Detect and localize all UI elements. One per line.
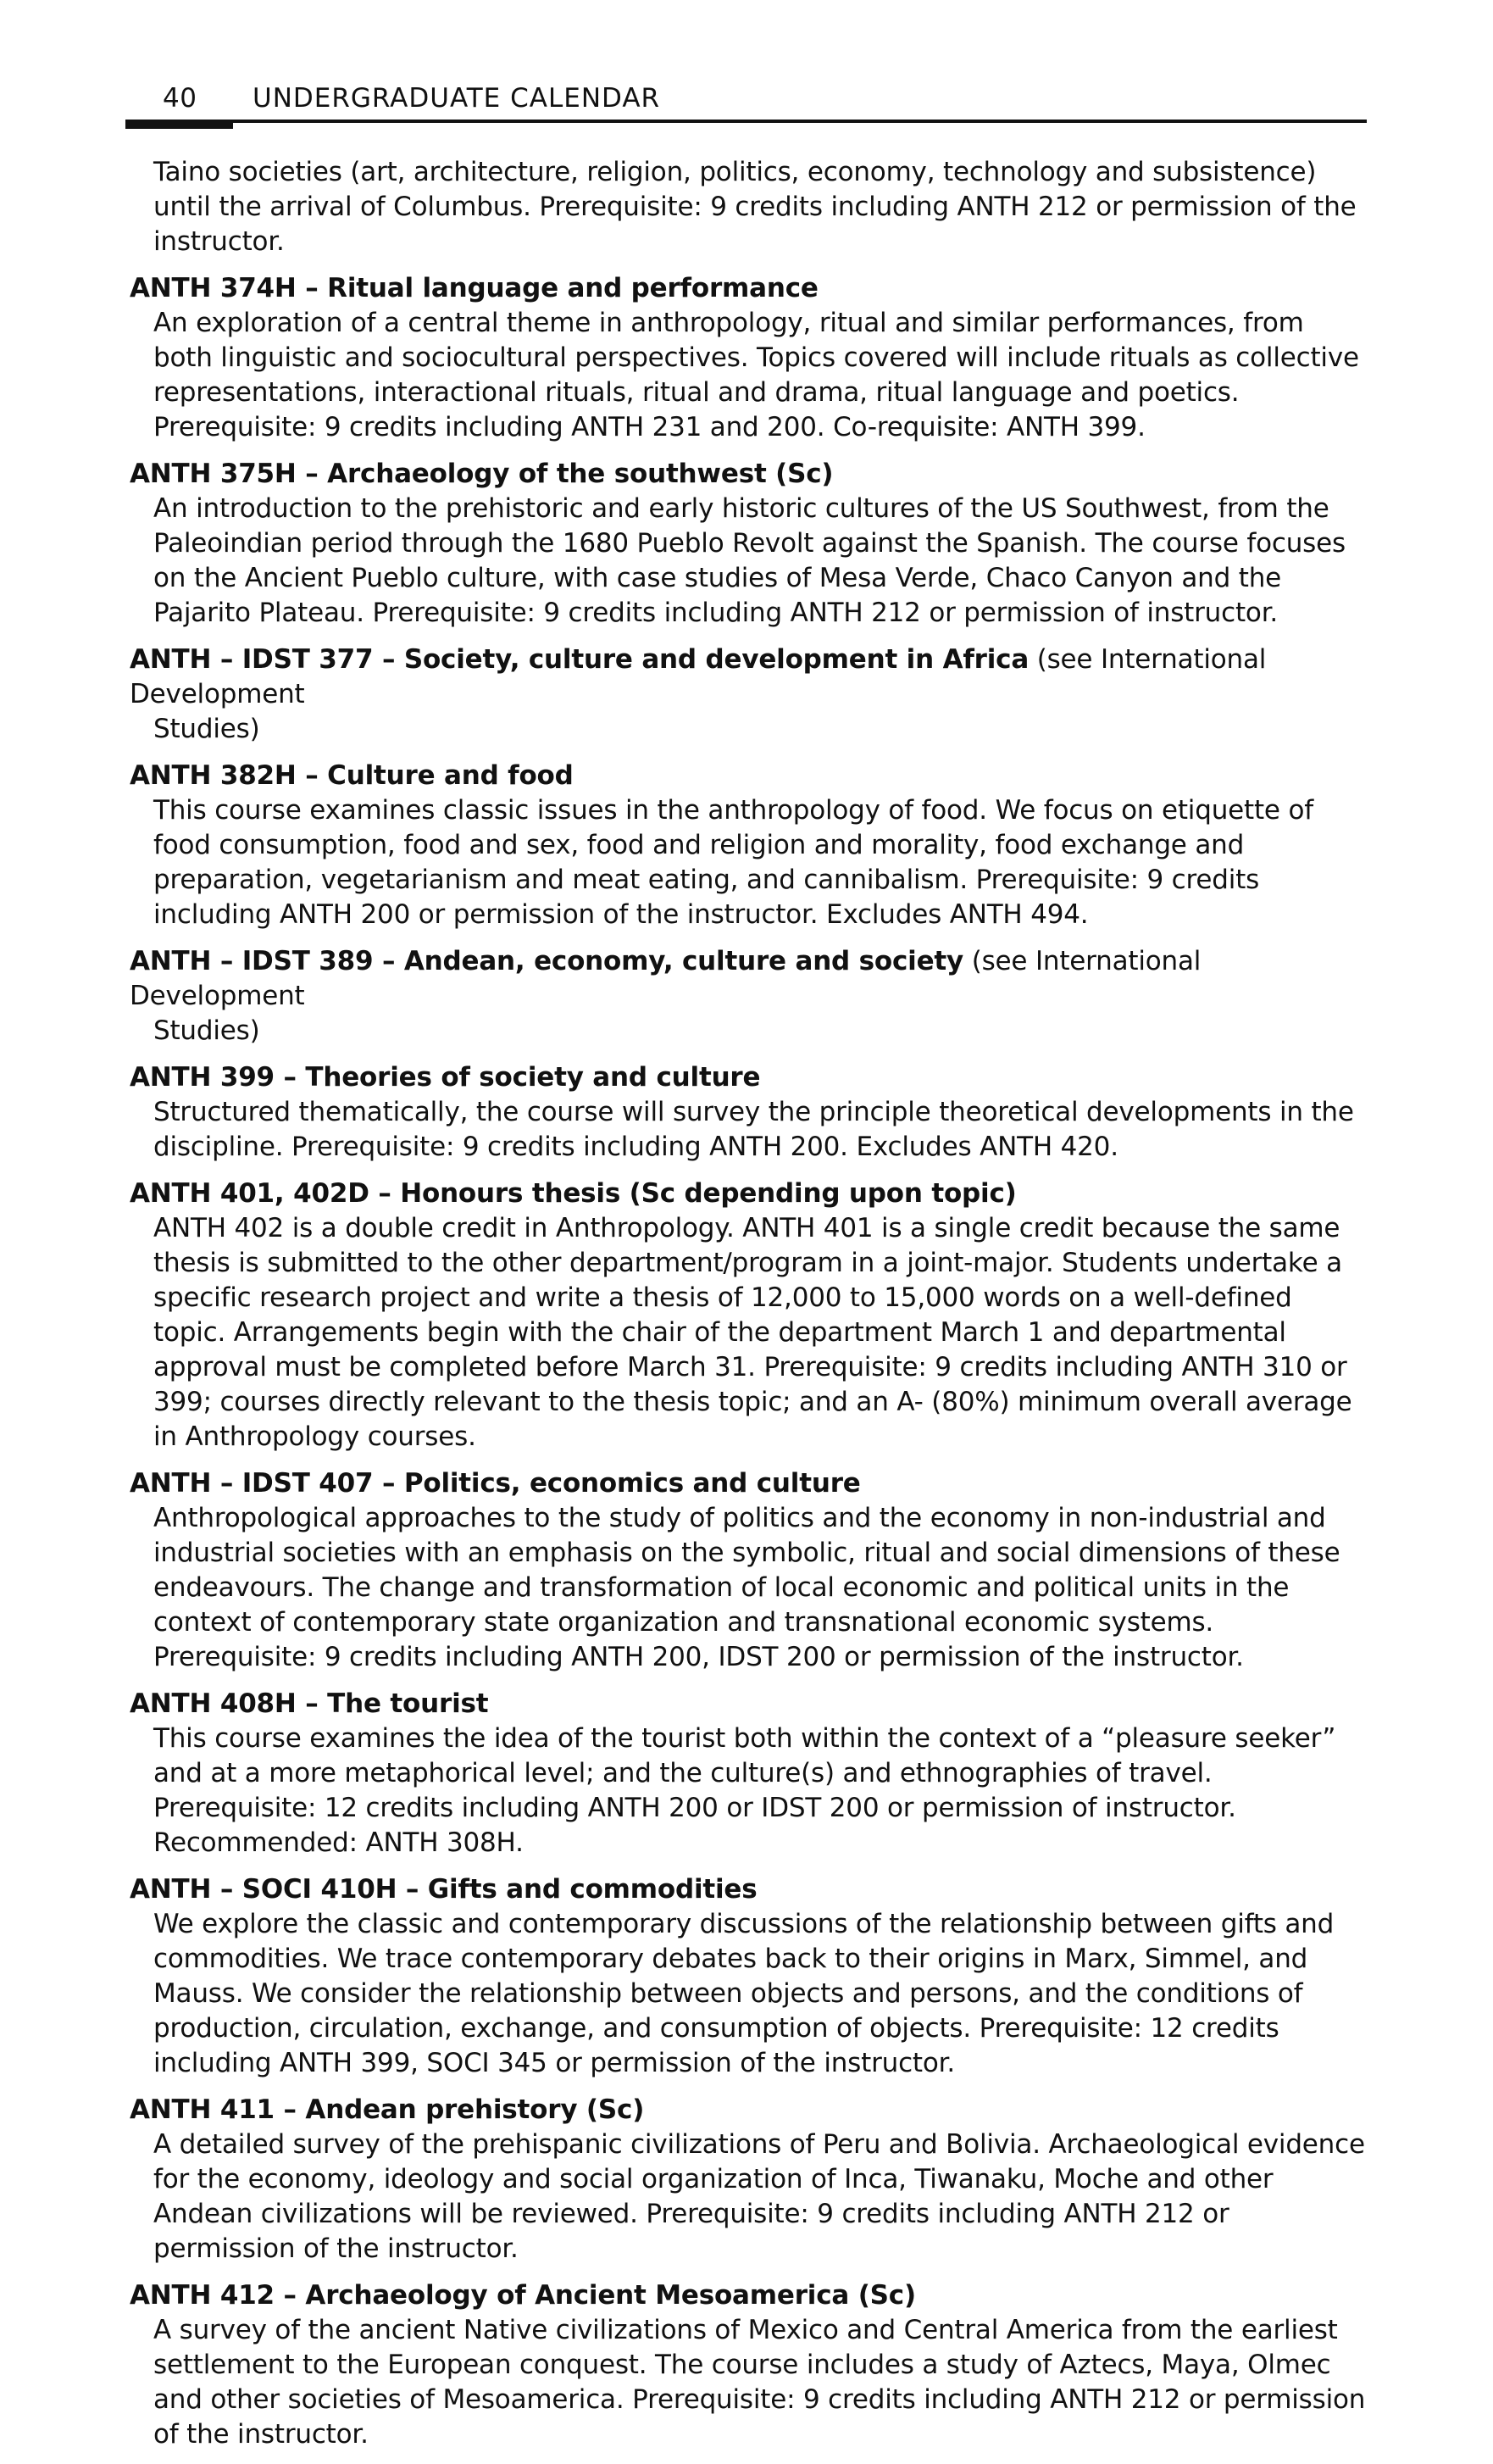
cross-reference-note-continued: Studies)	[153, 1015, 260, 1046]
course-title-line	[130, 944, 1367, 1014]
course-description: An introduction to the prehistoric and early historic cultures of the US Southwest, from the Paleoindian period through the 1680 Pueblo Revolt against the Spanish. The course focuses on the Ancient Pueblo culture, with case studies of Mesa Verde, Chaco Canyon and the Pajarito Plateau. Prerequisite: 9 credits including ANTH 212 or permission of instructor.	[153, 493, 1346, 628]
course-title: ANTH 408H – The tourist	[130, 1688, 489, 1719]
course-description: A survey of the ancient Native civilizations of Mexico and Central America from the earliest settlement to the European conquest. The course includes a study of Aztecs, Maya, Olmec and other societies of Mesoamerica. Prerequisite: 9 credits including ANTH 212 or permission of the instructor.	[153, 2315, 1366, 2450]
course-description: We explore the classic and contemporary discussions of the relationship between gifts and commodities. We trace contemporary debates back to their origins in Marx, Simmel, and Mauss. We consider the relationship between objects and persons, and the conditions of production, circulation, exchange, and consumption of objects. Prerequisite: 12 credits including ANTH 399, SOCI 345 or permission of the instructor.	[153, 1909, 1335, 2078]
course-entry	[130, 1872, 1367, 2081]
course-description: This course examines the idea of the tourist both within the context of a “pleasure seeker” and at a more metaphorical level; and the culture(s) and ethnographies of travel. Prerequisite: 12 credits including ANTH 200 or IDST 200 or permission of instructor. Recommended: ANTH 308H.	[153, 1723, 1336, 1858]
cross-reference-note: (see International Development	[130, 946, 1202, 1011]
course-title: ANTH 399 – Theories of society and culture	[130, 1062, 761, 1093]
course-description: Anthropological approaches to the study of politics and the economy in non-industrial and industrial societies with an emphasis on the symbolic, ritual and social dimensions of these endeavours. The change and transformation of local economic and political units in the context of contemporary state organization and transnational economic systems. Prerequisite: 9 credits including ANTH 200, IDST 200 or permission of the instructor.	[153, 1503, 1340, 1672]
course-title: ANTH 382H – Culture and food	[130, 760, 574, 791]
course-title: ANTH 374H – Ritual language and performance	[130, 273, 819, 303]
course-description: Structured thematically, the course will survey the principle theoretical developments in the discipline. Prerequisite: 9 credits including ANTH 200. Excludes ANTH 420.	[153, 1097, 1354, 1162]
course-title: ANTH – IDST 377 – Society, culture and development in Africa	[130, 644, 1030, 675]
course-entry	[130, 1176, 1367, 1454]
course-entry	[130, 271, 1367, 445]
course-description: A detailed survey of the prehispanic civilizations of Peru and Bolivia. Archaeological evidence for the economy, ideology and social organization of Inca, Tiwanaku, Moche and other Andean civilizations will be reviewed. Prerequisite: 9 credits including ANTH 212 or permission of the instructor.	[153, 2129, 1365, 2264]
course-entry	[130, 759, 1367, 932]
course-description: ANTH 402 is a double credit in Anthropology. ANTH 401 is a single credit because the same thesis is submitted to the other department/program in a joint-major. Students undertake a specific research project and write a thesis of 12,000 to 15,000 words on a well-defined topic. Arrangements begin with the chair of the department March 1 and departmental approval must be completed before March 31. Prerequisite: 9 credits including ANTH 310 or 399; courses directly relevant to the thesis topic; and an A- (80%) minimum overall average in Anthropology courses.	[153, 1213, 1352, 1452]
course-entry	[130, 944, 1367, 1048]
course-title: ANTH – IDST 389 – Andean, economy, culture and society	[130, 946, 964, 976]
course-entry	[130, 1060, 1367, 1165]
course-title: ANTH 411 – Andean prehistory (Sc)	[130, 2094, 645, 2125]
course-entry	[130, 1466, 1367, 1675]
page-number: 40	[163, 83, 197, 114]
cross-reference-note-continued: Studies)	[153, 714, 260, 744]
course-description: This course examines classic issues in the anthropology of food. We focus on etiquette of food consumption, food and sex, food and religion and morality, food exchange and preparation, vegetarianism and meat eating, and cannibalism. Prerequisite: 9 credits including ANTH 200 or permission of the instructor. Excludes ANTH 494.	[153, 795, 1313, 930]
course-description: An exploration of a central theme in anthropology, ritual and similar performances, from both linguistic and sociocultural perspectives. Topics covered will include rituals as collective representations, interactional rituals, ritual and drama, ritual language and poetics. Prerequisite: 9 credits including ANTH 231 and 200. Co-requisite: ANTH 399.	[153, 308, 1359, 442]
course-title: ANTH 401, 402D – Honours thesis (Sc depending upon topic)	[130, 1178, 1017, 1209]
course-entry	[130, 2093, 1367, 2267]
course-entry	[130, 1687, 1367, 1861]
course-listing	[130, 155, 1367, 2464]
course-entry	[130, 2278, 1367, 2452]
course-title: ANTH 412 – Archaeology of Ancient Mesoamerica (Sc)	[130, 2280, 916, 2311]
course-entry	[130, 457, 1367, 631]
header-rule	[125, 120, 1367, 123]
continued-description: Taino societies (art, architecture, religion, politics, economy, technology and subsistence) until the arrival of Columbus. Prerequisite: 9 credits including ANTH 212 or permission of the instructor.	[153, 157, 1357, 257]
course-title: ANTH – IDST 407 – Politics, economics and culture	[130, 1468, 861, 1499]
page-header	[125, 81, 1367, 132]
course-title: ANTH 375H – Archaeology of the southwest (Sc)	[130, 459, 834, 489]
course-title: ANTH – SOCI 410H – Gifts and commodities	[130, 1874, 758, 1905]
cross-reference-note: (see International Development	[130, 644, 1267, 709]
course-title-line	[130, 642, 1367, 712]
running-title: UNDERGRADUATE CALENDAR	[253, 83, 661, 114]
course-entry	[130, 642, 1367, 747]
header-tab-bar	[125, 120, 233, 129]
